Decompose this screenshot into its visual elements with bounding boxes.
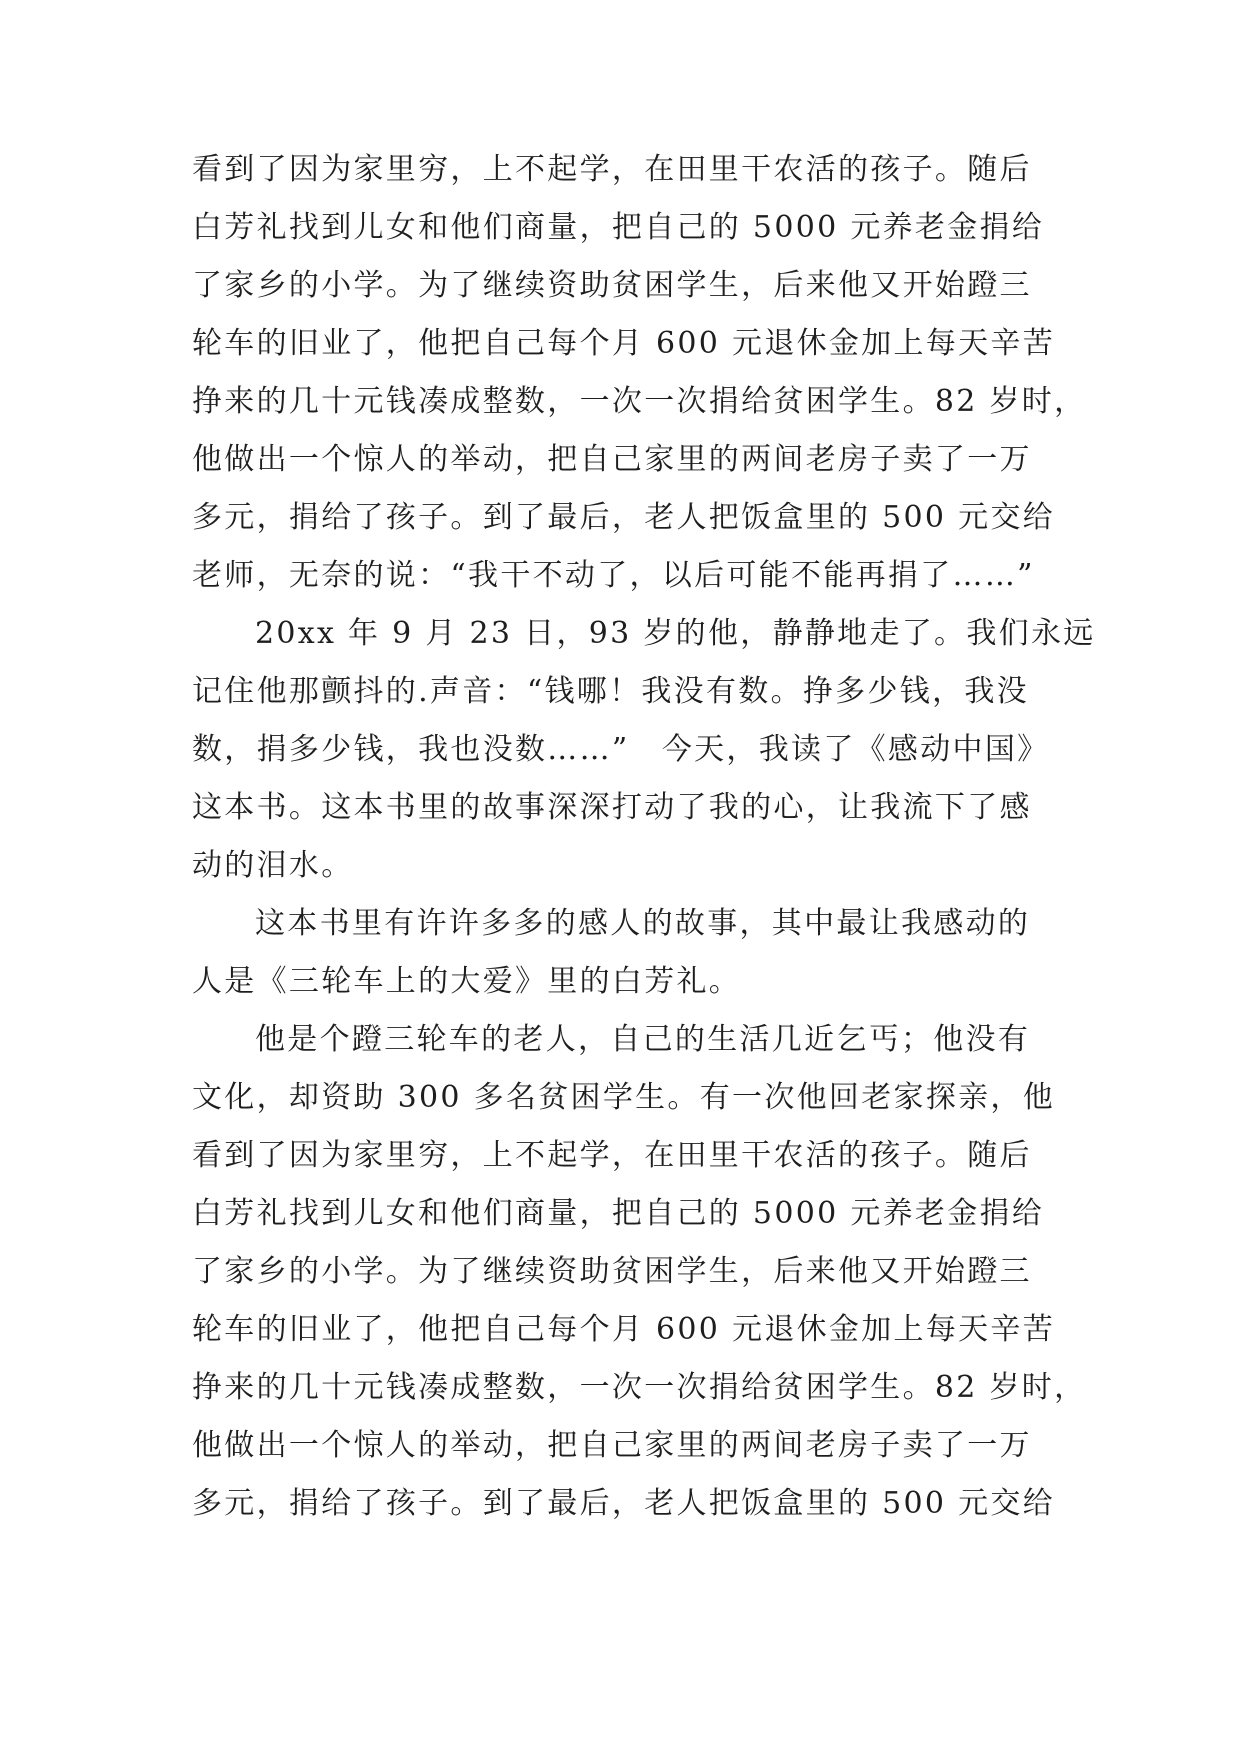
text-line: 看到了因为家里穷，上不起学，在田里干农活的孩子。随后 [192, 1138, 1032, 1173]
text-line: 白芳礼找到儿女和他们商量，把自己的 5000 元养老金捐给 [192, 210, 1045, 245]
text-line: 老师，无奈的说：“我干不动了，以后可能不能再捐了……” [192, 558, 1035, 593]
text-line: 这本书。这本书里的故事深深打动了我的心，让我流下了感 [192, 790, 1032, 825]
text-line: 多元，捐给了孩子。到了最后，老人把饭盒里的 500 元交给 [192, 500, 1056, 535]
text-line: 他做出一个惊人的举动，把自己家里的两间老房子卖了一万 [192, 1428, 1032, 1463]
text-line: 多元，捐给了孩子。到了最后，老人把饭盒里的 500 元交给 [192, 1486, 1056, 1521]
text-line: 他做出一个惊人的举动，把自己家里的两间老房子卖了一万 [192, 442, 1032, 477]
text-line: 人是《三轮车上的大爱》里的白芳礼。 [192, 964, 742, 999]
paragraph-start-line: 20xx 年 9 月 23 日，93 岁的他，静静地走了。我们永远 [255, 616, 1096, 651]
text-line: 白芳礼找到儿女和他们商量，把自己的 5000 元养老金捐给 [192, 1196, 1045, 1231]
paragraph-start-line: 这本书里有许许多多的感人的故事，其中最让我感动的 [255, 906, 1031, 941]
text-line: 文化，却资助 300 多名贫困学生。有一次他回老家探亲，他 [192, 1080, 1056, 1115]
text-line: 记住他那颤抖的.声音：“钱哪！我没有数。挣多少钱，我没 [192, 674, 1029, 709]
text-line: 了家乡的小学。为了继续资助贫困学生，后来他又开始蹬三 [192, 268, 1032, 303]
text-line: 挣来的几十元钱凑成整数，一次一次捐给贫困学生。82 岁时， [192, 1370, 1087, 1405]
text-line: 了家乡的小学。为了继续资助贫困学生，后来他又开始蹬三 [192, 1254, 1032, 1289]
text-line: 数，捐多少钱，我也没数……” 今天，我读了《感动中国》 [192, 732, 1050, 767]
text-line: 轮车的旧业了，他把自己每个月 600 元退休金加上每天辛苦 [192, 326, 1056, 361]
text-line: 动的泪水。 [192, 848, 354, 883]
text-line: 看到了因为家里穷，上不起学，在田里干农活的孩子。随后 [192, 152, 1032, 187]
text-line: 挣来的几十元钱凑成整数，一次一次捐给贫困学生。82 岁时， [192, 384, 1087, 419]
text-line: 轮车的旧业了，他把自己每个月 600 元退休金加上每天辛苦 [192, 1312, 1056, 1347]
paragraph-start-line: 他是个蹬三轮车的老人，自己的生活几近乞丐；他没有 [255, 1022, 1031, 1057]
